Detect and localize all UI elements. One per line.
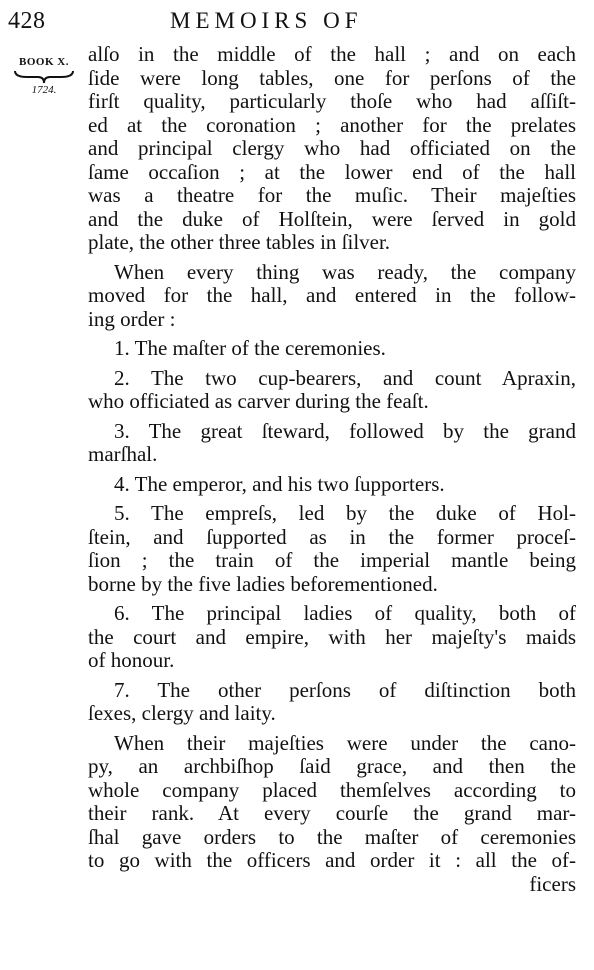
text-line: 2. The two cup-bearers, and count Apraxin, <box>114 365 576 390</box>
text-line: 7. The other perſons of diſtinction both <box>114 677 576 702</box>
text-line: 6. The principal ladies of quality, both of <box>114 601 576 625</box>
page-header <box>0 4 594 40</box>
text-line: moved for the hall, and entered in the follow- <box>88 283 576 307</box>
body-text <box>88 43 576 896</box>
text-line: ficers <box>529 871 576 896</box>
text-line: marſhal. <box>88 442 158 466</box>
book-label: BOOK X. <box>19 56 69 68</box>
text-line: borne by the five ladies beforementioned. <box>88 571 438 596</box>
text-line: and the duke of Holſtein, were ſerved in gold <box>88 206 576 231</box>
text-line: ing order : <box>88 306 176 331</box>
text-line: When their majeſties were under the cano- <box>114 730 576 755</box>
page-number: 428 <box>8 8 46 34</box>
text-line: 1. The maſter of the ceremonies. <box>114 336 386 360</box>
text-line: ſion ; the train of the imperial mantle being <box>88 548 576 572</box>
margin-note <box>4 56 84 96</box>
text-line: was a theatre for the muſic. Their majeſties <box>88 183 576 207</box>
text-line: ſexes, clergy and laity. <box>88 701 276 725</box>
text-line: plate, the other three tables in ſilver. <box>88 230 391 254</box>
text-line: who officiated as carver during the feaſt. <box>88 389 429 413</box>
text-line: 4. The emperor, and his two ſupporters. <box>114 471 445 496</box>
running-head: MEMOIRS OF <box>170 8 363 33</box>
text-line: When every thing was ready, the company <box>114 259 576 284</box>
text-line: ſtein, and ſupported as in the former proceſ- <box>88 524 576 549</box>
text-line: ed at the coronation ; another for the prelates <box>88 112 576 137</box>
text-line: 5. The empreſs, led by the duke of Hol- <box>114 501 576 525</box>
text-line: 3. The great ſteward, followed by the grand <box>114 418 576 443</box>
text-line: to go with the officers and order it : all the of- <box>88 848 576 872</box>
text-line: and principal clergy who had officiated on the <box>88 136 576 160</box>
text-line: py, an archbiſhop ſaid grace, and then the <box>88 754 576 778</box>
text-line: alſo in the middle of the hall ; and on each <box>88 42 576 66</box>
text-line: firſt quality, particularly thoſe who had aſſiſt- <box>88 89 576 113</box>
text-line: ſame occaſion ; at the lower end of the hall <box>88 159 576 184</box>
text-line: ſide were long tables, one for perſons of the <box>88 65 576 90</box>
text-line: the court and empire, with her majeſty's maids <box>88 624 576 649</box>
year-label: 1724. <box>31 84 57 96</box>
text-line: whole company placed themſelves according to <box>88 777 576 802</box>
text-line: of honour. <box>88 648 175 672</box>
text-line: their rank. At every courſe the grand mar- <box>88 801 576 825</box>
text-line: ſhal gave orders to the maſter of ceremonies <box>88 824 576 849</box>
